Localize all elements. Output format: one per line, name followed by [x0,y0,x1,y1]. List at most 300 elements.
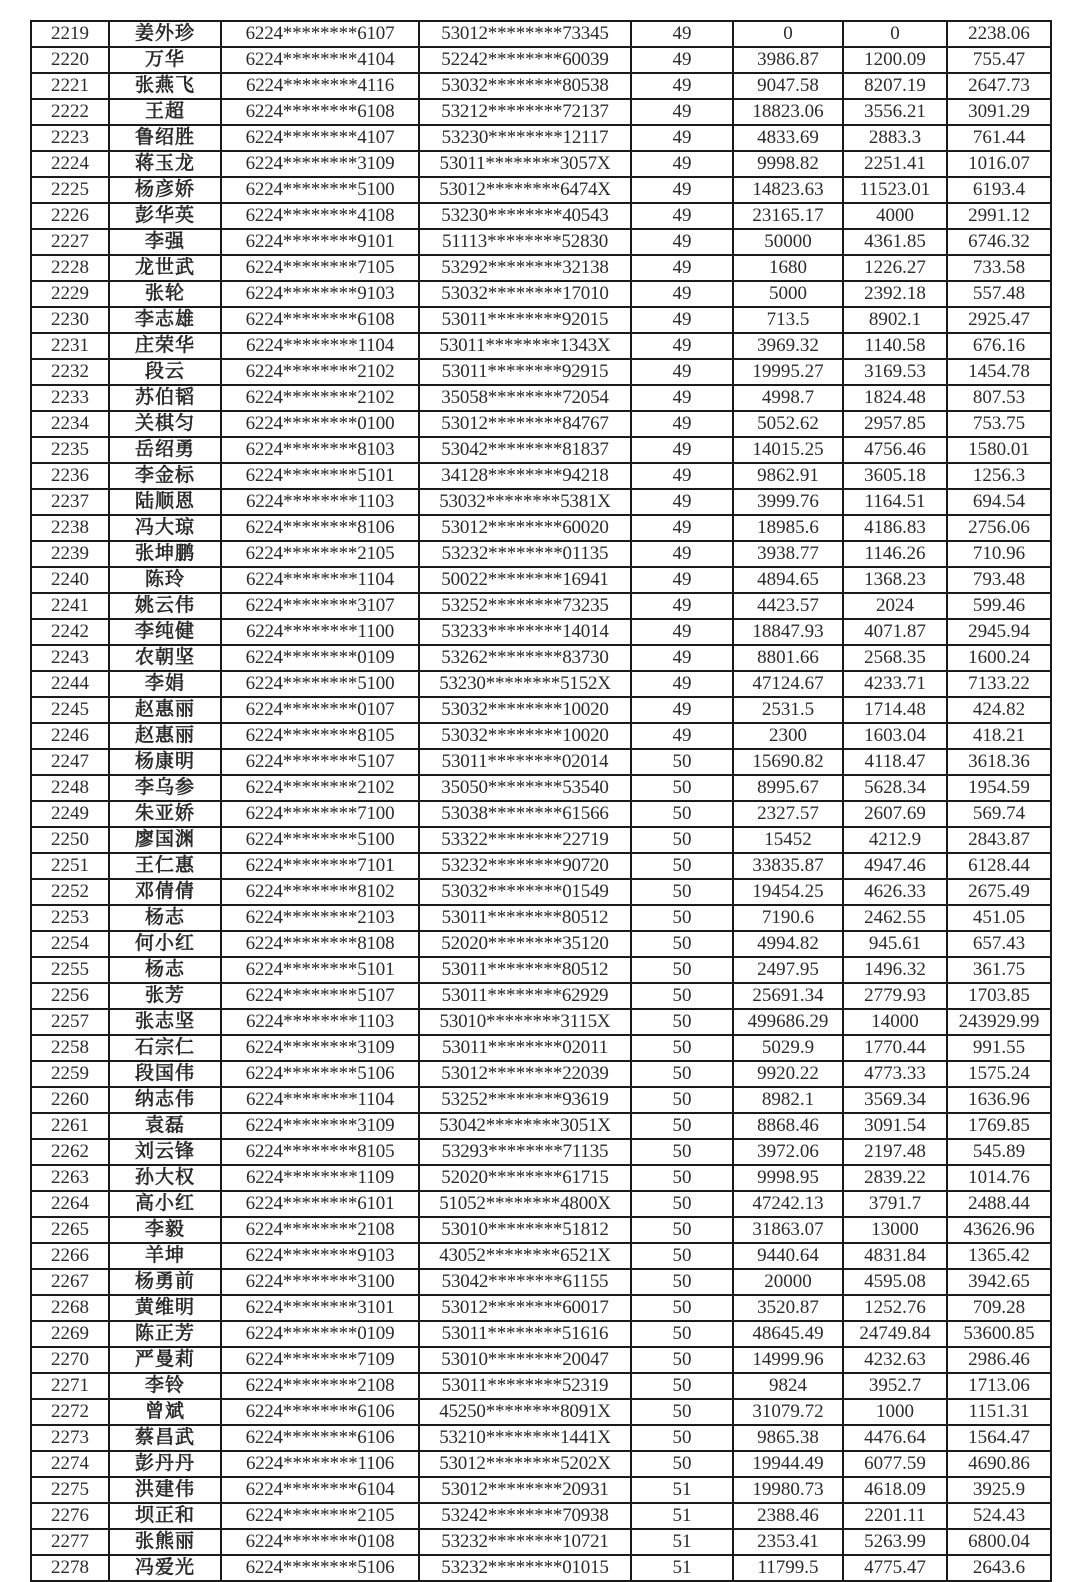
cell-age: 50 [631,775,733,801]
cell-seq: 2225 [31,177,109,203]
cell-card: 6224********6104 [221,1477,419,1503]
cell-card: 6224********1106 [221,1451,419,1477]
cell-amt3: 1014.76 [947,1165,1051,1191]
cell-idno: 53212********72137 [419,99,631,125]
cell-name: 岳绍勇 [109,437,221,463]
cell-amt2: 4626.33 [843,879,947,905]
cell-age: 50 [631,1399,733,1425]
cell-age: 49 [631,125,733,151]
cell-card: 6224********4116 [221,73,419,99]
cell-name: 石宗仁 [109,1035,221,1061]
cell-amt2: 2251.41 [843,151,947,177]
cell-seq: 2233 [31,385,109,411]
cell-name: 高小红 [109,1191,221,1217]
table-row [31,411,1051,437]
cell-name: 段国伟 [109,1061,221,1087]
cell-age: 50 [631,1217,733,1243]
cell-card: 6224********0100 [221,411,419,437]
cell-age: 50 [631,1425,733,1451]
table-row [31,21,1051,47]
cell-seq: 2237 [31,489,109,515]
cell-idno: 53042********61155 [419,1269,631,1295]
cell-name: 段云 [109,359,221,385]
table-row [31,99,1051,125]
cell-amt2: 5628.34 [843,775,947,801]
cell-idno: 35050********53540 [419,775,631,801]
cell-amt2: 5263.99 [843,1529,947,1555]
cell-idno: 53242********70938 [419,1503,631,1529]
cell-idno: 53011********92015 [419,307,631,333]
cell-card: 6224********1103 [221,1009,419,1035]
cell-amt3: 6128.44 [947,853,1051,879]
cell-amt2: 4232.63 [843,1347,947,1373]
cell-amt3: 557.48 [947,281,1051,307]
cell-name: 袁磊 [109,1113,221,1139]
cell-age: 50 [631,1347,733,1373]
cell-amt2: 1164.51 [843,489,947,515]
cell-amt3: 1713.06 [947,1373,1051,1399]
cell-seq: 2232 [31,359,109,385]
cell-amt3: 3618.36 [947,749,1051,775]
cell-amt2: 1603.04 [843,723,947,749]
cell-amt1: 3969.32 [733,333,843,359]
table-row [31,281,1051,307]
table-row [31,723,1051,749]
table-row [31,489,1051,515]
cell-name: 蒋玉龙 [109,151,221,177]
cell-idno: 43052********6521X [419,1243,631,1269]
cell-amt3: 1580.01 [947,437,1051,463]
cell-amt2: 2568.35 [843,645,947,671]
cell-amt1: 15452 [733,827,843,853]
cell-name: 彭丹丹 [109,1451,221,1477]
cell-amt3: 733.58 [947,255,1051,281]
cell-idno: 51113********52830 [419,229,631,255]
cell-seq: 2228 [31,255,109,281]
cell-name: 邓倩倩 [109,879,221,905]
cell-amt3: 6193.4 [947,177,1051,203]
cell-amt2: 4233.71 [843,671,947,697]
cell-amt3: 6800.04 [947,1529,1051,1555]
cell-card: 6224********0109 [221,645,419,671]
cell-name: 洪建伟 [109,1477,221,1503]
cell-card: 6224********5107 [221,983,419,1009]
cell-card: 6224********3109 [221,1035,419,1061]
cell-age: 50 [631,1165,733,1191]
cell-age: 50 [631,1451,733,1477]
cell-name: 关棋匀 [109,411,221,437]
table-row [31,1529,1051,1555]
cell-idno: 53011********52319 [419,1373,631,1399]
table-row [31,385,1051,411]
cell-amt2: 3952.7 [843,1373,947,1399]
cell-name: 李志雄 [109,307,221,333]
cell-amt2: 1770.44 [843,1035,947,1061]
cell-seq: 2268 [31,1295,109,1321]
cell-card: 6224********1104 [221,333,419,359]
cell-amt1: 14823.63 [733,177,843,203]
cell-seq: 2243 [31,645,109,671]
cell-age: 49 [631,463,733,489]
table-row [31,775,1051,801]
cell-card: 6224********2105 [221,1503,419,1529]
cell-idno: 50022********16941 [419,567,631,593]
cell-amt3: 361.75 [947,957,1051,983]
table-row [31,125,1051,151]
cell-card: 6224********1104 [221,1087,419,1113]
cell-amt3: 1365.42 [947,1243,1051,1269]
cell-amt2: 1200.09 [843,47,947,73]
cell-amt1: 713.5 [733,307,843,333]
cell-seq: 2226 [31,203,109,229]
cell-idno: 53032********10020 [419,723,631,749]
cell-card: 6224********5100 [221,827,419,853]
cell-name: 赵惠丽 [109,697,221,723]
cell-card: 6224********1104 [221,567,419,593]
cell-amt3: 1151.31 [947,1399,1051,1425]
cell-amt2: 4595.08 [843,1269,947,1295]
cell-amt2: 1496.32 [843,957,947,983]
cell-name: 杨勇前 [109,1269,221,1295]
cell-seq: 2260 [31,1087,109,1113]
cell-name: 农朝坚 [109,645,221,671]
cell-seq: 2274 [31,1451,109,1477]
cell-amt2: 4361.85 [843,229,947,255]
cell-age: 50 [631,1295,733,1321]
table-row [31,1243,1051,1269]
cell-idno: 53292********32138 [419,255,631,281]
cell-idno: 53038********61566 [419,801,631,827]
cell-seq: 2266 [31,1243,109,1269]
cell-amt1: 20000 [733,1269,843,1295]
cell-card: 6224********7100 [221,801,419,827]
cell-amt3: 2647.73 [947,73,1051,99]
cell-idno: 53011********80512 [419,905,631,931]
table-row [31,73,1051,99]
cell-amt3: 709.28 [947,1295,1051,1321]
cell-idno: 53032********17010 [419,281,631,307]
cell-name: 曾斌 [109,1399,221,1425]
cell-age: 51 [631,1529,733,1555]
cell-amt3: 451.05 [947,905,1051,931]
cell-amt3: 1703.85 [947,983,1051,1009]
cell-age: 49 [631,645,733,671]
cell-age: 50 [631,853,733,879]
cell-name: 王超 [109,99,221,125]
cell-name: 赵惠丽 [109,723,221,749]
cell-amt2: 2779.93 [843,983,947,1009]
cell-amt1: 31863.07 [733,1217,843,1243]
cell-card: 6224********3109 [221,1113,419,1139]
cell-idno: 53233********14014 [419,619,631,645]
cell-card: 6224********2102 [221,775,419,801]
cell-idno: 53011********02014 [419,749,631,775]
cell-card: 6224********9103 [221,1243,419,1269]
cell-seq: 2249 [31,801,109,827]
cell-idno: 53032********5381X [419,489,631,515]
cell-name: 廖国渊 [109,827,221,853]
cell-amt2: 4000 [843,203,947,229]
table-row [31,567,1051,593]
cell-amt2: 24749.84 [843,1321,947,1347]
cell-idno: 53011********51616 [419,1321,631,1347]
cell-idno: 53012********84767 [419,411,631,437]
cell-amt2: 13000 [843,1217,947,1243]
cell-card: 6224********5100 [221,177,419,203]
cell-amt2: 4071.87 [843,619,947,645]
cell-amt3: 1454.78 [947,359,1051,385]
cell-amt1: 19454.25 [733,879,843,905]
cell-idno: 52020********35120 [419,931,631,957]
table-row [31,229,1051,255]
table-row [31,697,1051,723]
cell-card: 6224********3107 [221,593,419,619]
cell-age: 49 [631,47,733,73]
cell-name: 彭华英 [109,203,221,229]
cell-idno: 53262********83730 [419,645,631,671]
cell-age: 49 [631,671,733,697]
table-row [31,645,1051,671]
cell-idno: 53010********51812 [419,1217,631,1243]
cell-amt2: 4618.09 [843,1477,947,1503]
cell-age: 49 [631,723,733,749]
table-row [31,671,1051,697]
cell-age: 49 [631,359,733,385]
cell-card: 6224********0109 [221,1321,419,1347]
cell-seq: 2261 [31,1113,109,1139]
table-row [31,905,1051,931]
cell-amt3: 424.82 [947,697,1051,723]
cell-card: 6224********3109 [221,151,419,177]
cell-age: 51 [631,1555,733,1581]
cell-amt2: 4773.33 [843,1061,947,1087]
cell-name: 李金标 [109,463,221,489]
cell-amt1: 31079.72 [733,1399,843,1425]
cell-name: 苏伯韬 [109,385,221,411]
cell-name: 李乌参 [109,775,221,801]
table-row [31,307,1051,333]
table-row [31,1425,1051,1451]
table-row [31,333,1051,359]
cell-amt2: 14000 [843,1009,947,1035]
cell-card: 6224********6106 [221,1399,419,1425]
cell-card: 6224********4107 [221,125,419,151]
cell-card: 6224********6108 [221,307,419,333]
cell-name: 姜外珍 [109,21,221,47]
cell-age: 49 [631,229,733,255]
cell-amt2: 4947.46 [843,853,947,879]
table-row [31,1087,1051,1113]
cell-seq: 2252 [31,879,109,905]
cell-idno: 53010********3115X [419,1009,631,1035]
cell-seq: 2221 [31,73,109,99]
cell-age: 49 [631,21,733,47]
cell-idno: 53042********3051X [419,1113,631,1139]
cell-amt1: 8995.67 [733,775,843,801]
table-row [31,437,1051,463]
cell-amt1: 2497.95 [733,957,843,983]
cell-amt3: 793.48 [947,567,1051,593]
cell-seq: 2246 [31,723,109,749]
cell-amt2: 4775.47 [843,1555,947,1581]
cell-amt3: 43626.96 [947,1217,1051,1243]
cell-seq: 2235 [31,437,109,463]
cell-amt2: 4831.84 [843,1243,947,1269]
cell-card: 6224********0108 [221,1529,419,1555]
cell-age: 50 [631,957,733,983]
cell-amt2: 2024 [843,593,947,619]
cell-amt3: 599.46 [947,593,1051,619]
cell-amt1: 8982.1 [733,1087,843,1113]
cell-age: 49 [631,255,733,281]
cell-amt3: 3091.29 [947,99,1051,125]
cell-card: 6224********2103 [221,905,419,931]
cell-amt1: 18985.6 [733,515,843,541]
table-row [31,1035,1051,1061]
cell-amt1: 7190.6 [733,905,843,931]
cell-amt1: 2388.46 [733,1503,843,1529]
table-row [31,1399,1051,1425]
cell-amt1: 2531.5 [733,697,843,723]
cell-amt2: 2201.11 [843,1503,947,1529]
cell-amt2: 3605.18 [843,463,947,489]
cell-amt1: 2353.41 [733,1529,843,1555]
cell-age: 50 [631,1243,733,1269]
cell-amt3: 1564.47 [947,1425,1051,1451]
cell-amt2: 8902.1 [843,307,947,333]
cell-name: 杨康明 [109,749,221,775]
cell-amt2: 3569.34 [843,1087,947,1113]
cell-amt1: 47124.67 [733,671,843,697]
cell-card: 6224********8108 [221,931,419,957]
cell-card: 6224********1109 [221,1165,419,1191]
cell-idno: 53230********40543 [419,203,631,229]
cell-amt3: 657.43 [947,931,1051,957]
cell-amt1: 4894.65 [733,567,843,593]
cell-seq: 2278 [31,1555,109,1581]
cell-seq: 2234 [31,411,109,437]
cell-amt3: 2945.94 [947,619,1051,645]
data-table [30,20,1052,1582]
table-row [31,879,1051,905]
cell-seq: 2271 [31,1373,109,1399]
cell-card: 6224********5101 [221,957,419,983]
cell-idno: 53232********10721 [419,1529,631,1555]
cell-amt3: 545.89 [947,1139,1051,1165]
cell-amt2: 11523.01 [843,177,947,203]
table-row [31,593,1051,619]
cell-card: 6224********7105 [221,255,419,281]
cell-age: 50 [631,1035,733,1061]
cell-seq: 2254 [31,931,109,957]
cell-age: 50 [631,1113,733,1139]
cell-name: 陈正芳 [109,1321,221,1347]
cell-amt2: 4186.83 [843,515,947,541]
cell-amt3: 2843.87 [947,827,1051,853]
cell-name: 张熊丽 [109,1529,221,1555]
cell-amt3: 3925.9 [947,1477,1051,1503]
cell-age: 50 [631,879,733,905]
cell-amt1: 499686.29 [733,1009,843,1035]
cell-card: 6224********2108 [221,1217,419,1243]
cell-card: 6224********8106 [221,515,419,541]
cell-amt3: 2756.06 [947,515,1051,541]
cell-name: 李纯健 [109,619,221,645]
cell-amt2: 2839.22 [843,1165,947,1191]
cell-amt1: 48645.49 [733,1321,843,1347]
cell-amt1: 8801.66 [733,645,843,671]
cell-amt1: 19944.49 [733,1451,843,1477]
cell-idno: 53011********3057X [419,151,631,177]
cell-card: 6224********5101 [221,463,419,489]
cell-idno: 53011********62929 [419,983,631,1009]
cell-amt3: 1600.24 [947,645,1051,671]
cell-seq: 2219 [31,21,109,47]
cell-seq: 2273 [31,1425,109,1451]
cell-name: 王仁惠 [109,853,221,879]
cell-amt1: 9998.82 [733,151,843,177]
cell-idno: 53252********93619 [419,1087,631,1113]
cell-age: 50 [631,1269,733,1295]
cell-seq: 2236 [31,463,109,489]
cell-age: 50 [631,1139,733,1165]
cell-idno: 53230********12117 [419,125,631,151]
cell-idno: 53010********20047 [419,1347,631,1373]
cell-age: 50 [631,931,733,957]
table-row [31,1061,1051,1087]
cell-seq: 2238 [31,515,109,541]
cell-age: 49 [631,411,733,437]
cell-seq: 2242 [31,619,109,645]
cell-amt2: 1714.48 [843,697,947,723]
cell-card: 6224********4104 [221,47,419,73]
cell-card: 6224********0107 [221,697,419,723]
cell-name: 李铃 [109,1373,221,1399]
cell-amt3: 7133.22 [947,671,1051,697]
table-container [30,20,1050,1582]
cell-amt3: 418.21 [947,723,1051,749]
table-row [31,359,1051,385]
cell-card: 6224********9101 [221,229,419,255]
cell-idno: 34128********94218 [419,463,631,489]
cell-amt1: 23165.17 [733,203,843,229]
cell-card: 6224********8103 [221,437,419,463]
cell-seq: 2255 [31,957,109,983]
cell-idno: 53011********92915 [419,359,631,385]
table-row [31,827,1051,853]
cell-amt2: 3169.53 [843,359,947,385]
cell-amt3: 1256.3 [947,463,1051,489]
cell-age: 49 [631,515,733,541]
table-row [31,931,1051,957]
cell-card: 6224********5100 [221,671,419,697]
cell-card: 6224********3101 [221,1295,419,1321]
cell-seq: 2270 [31,1347,109,1373]
cell-idno: 53293********71135 [419,1139,631,1165]
cell-seq: 2222 [31,99,109,125]
cell-amt2: 2957.85 [843,411,947,437]
cell-age: 49 [631,333,733,359]
cell-card: 6224********6107 [221,21,419,47]
cell-age: 50 [631,1191,733,1217]
cell-idno: 53011********1343X [419,333,631,359]
table-row [31,1295,1051,1321]
cell-amt2: 2883.3 [843,125,947,151]
cell-amt1: 25691.34 [733,983,843,1009]
cell-amt3: 1954.59 [947,775,1051,801]
cell-idno: 53011********02011 [419,1035,631,1061]
cell-age: 49 [631,307,733,333]
